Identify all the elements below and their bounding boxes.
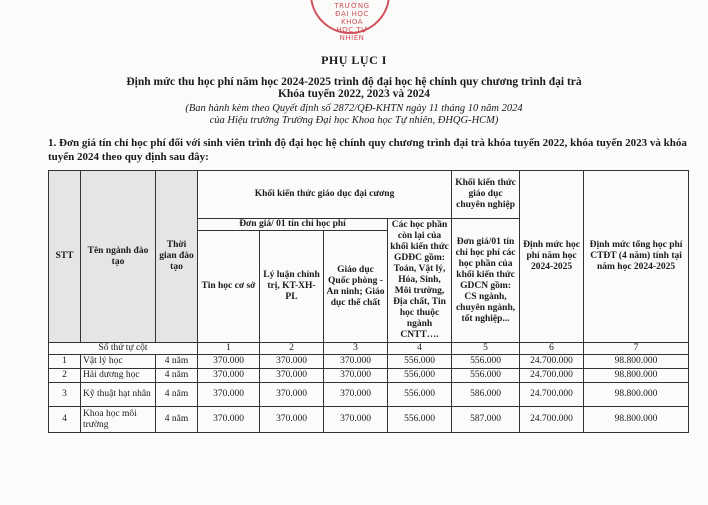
row-remaining-price: 556.000 [388,369,452,383]
header-professional-price: Đơn giá/01 tín chỉ học phí các học phần của khối kiến thức GDCN gồm: CS ngành, chuyên ngành, tốt nghiệp... [452,219,520,343]
row-major: Kỹ thuật hạt nhân [81,383,156,407]
row-defense-price: 370.000 [324,355,388,369]
column-number: 6 [520,343,584,355]
column-number: 7 [584,343,689,355]
page-title: PHỤ LỤC I [321,53,387,67]
header-total-tuition: Định mức tổng học phí CTĐT (4 năm) tính tại năm học 2024-2025 [584,171,689,343]
row-stt: 4 [49,407,81,433]
column-number: 5 [452,343,520,355]
table-row [49,355,689,369]
row-politics-price: 370.000 [260,383,324,407]
row-major: Hải dương học [81,369,156,383]
row-it-price: 370.000 [198,383,260,407]
row-total-tuition: 98.800.000 [584,355,689,369]
column-index-label: Số thứ tự cột [49,343,198,355]
row-it-price: 370.000 [198,369,260,383]
row-it-price: 370.000 [198,355,260,369]
row-professional-price: 556.000 [452,369,520,383]
row-remaining-price: 556.000 [388,407,452,433]
row-duration: 4 năm [156,383,198,407]
row-major: Vật lý học [81,355,156,369]
decision-note-line-2: của Hiệu trưởng Trường Đại học Khoa học Tự nhiên, ĐHQG-HCM) [209,115,499,126]
column-number: 2 [260,343,324,355]
subtitle-line-1: Định mức thu học phí năm học 2024-2025 trình độ đại học hệ chính quy chương trình đại trà [126,76,582,88]
header-it: Tin học cơ sở [198,231,260,343]
row-duration: 4 năm [156,407,198,433]
header-professional-knowledge: Khối kiến thức giáo dục chuyên nghiệp [452,171,520,219]
row-total-tuition: 98.800.000 [584,407,689,433]
table-row [49,369,689,383]
column-number: 4 [388,343,452,355]
row-politics-price: 370.000 [260,369,324,383]
header-general-knowledge: Khối kiến thức giáo dục đại cương [198,171,452,219]
row-annual-tuition: 24.700.000 [520,355,584,369]
subtitle-line-2: Khóa tuyển 2022, 2023 và 2024 [277,88,431,100]
decision-note-line-1: (Ban hành kèm theo Quyết định số 2872/QĐ-KHTN ngày 11 tháng 10 năm 2024 [185,103,523,114]
row-remaining-price: 556.000 [388,383,452,407]
row-politics-price: 370.000 [260,407,324,433]
row-professional-price: 586.000 [452,383,520,407]
table-row [49,383,689,407]
row-defense-price: 370.000 [324,407,388,433]
table-row [49,407,689,433]
column-number: 1 [198,343,260,355]
header-remaining-courses: Các học phần còn lại của khối kiến thức GDĐC gồm: Toán, Vật lý, Hóa, Sinh, Môi trường, Địa chất, Tin học thuộc ngành CNTT…. [388,219,452,343]
row-stt: 3 [49,383,81,407]
stamp-text: TRƯỜNG ĐẠI HỌC KHOA HỌC TỰ NHIÊN [334,2,370,40]
tuition-table [48,170,689,433]
column-number-row [49,343,689,355]
row-annual-tuition: 24.700.000 [520,407,584,433]
row-total-tuition: 98.800.000 [584,369,689,383]
row-total-tuition: 98.800.000 [584,383,689,407]
row-professional-price: 556.000 [452,355,520,369]
section-1-heading: 1. Đơn giá tín chỉ học phí đối với sinh viên trình độ đại học hệ chính quy chương trình đại trà khóa tuyển 2022, khóa tuyển 2023 và khóa tuyển 2024 theo quy định sau đây: [48,137,687,163]
header-politics: Lý luận chính trị, KT-XH-PL [260,231,324,343]
row-remaining-price: 556.000 [388,355,452,369]
header-major: Tên ngành đào tạo [81,171,156,343]
row-annual-tuition: 24.700.000 [520,369,584,383]
row-defense-price: 370.000 [324,383,388,407]
row-major: Khoa học môi trường [81,407,156,433]
row-annual-tuition: 24.700.000 [520,383,584,407]
row-defense-price: 370.000 [324,369,388,383]
row-duration: 4 năm [156,369,198,383]
row-it-price: 370.000 [198,407,260,433]
header-defense: Giáo dục Quốc phòng - An ninh; Giáo dục thể chất [324,231,388,343]
row-duration: 4 năm [156,355,198,369]
row-stt: 2 [49,369,81,383]
official-stamp [308,0,394,40]
row-politics-price: 370.000 [260,355,324,369]
header-unit-price: Đơn giá/ 01 tín chỉ học phí [198,219,388,231]
row-stt: 1 [49,355,81,369]
header-annual-tuition: Định mức học phí năm học 2024-2025 [520,171,584,343]
header-stt: STT [49,171,81,343]
header-duration: Thời gian đào tạo [156,171,198,343]
row-professional-price: 587.000 [452,407,520,433]
column-number: 3 [324,343,388,355]
